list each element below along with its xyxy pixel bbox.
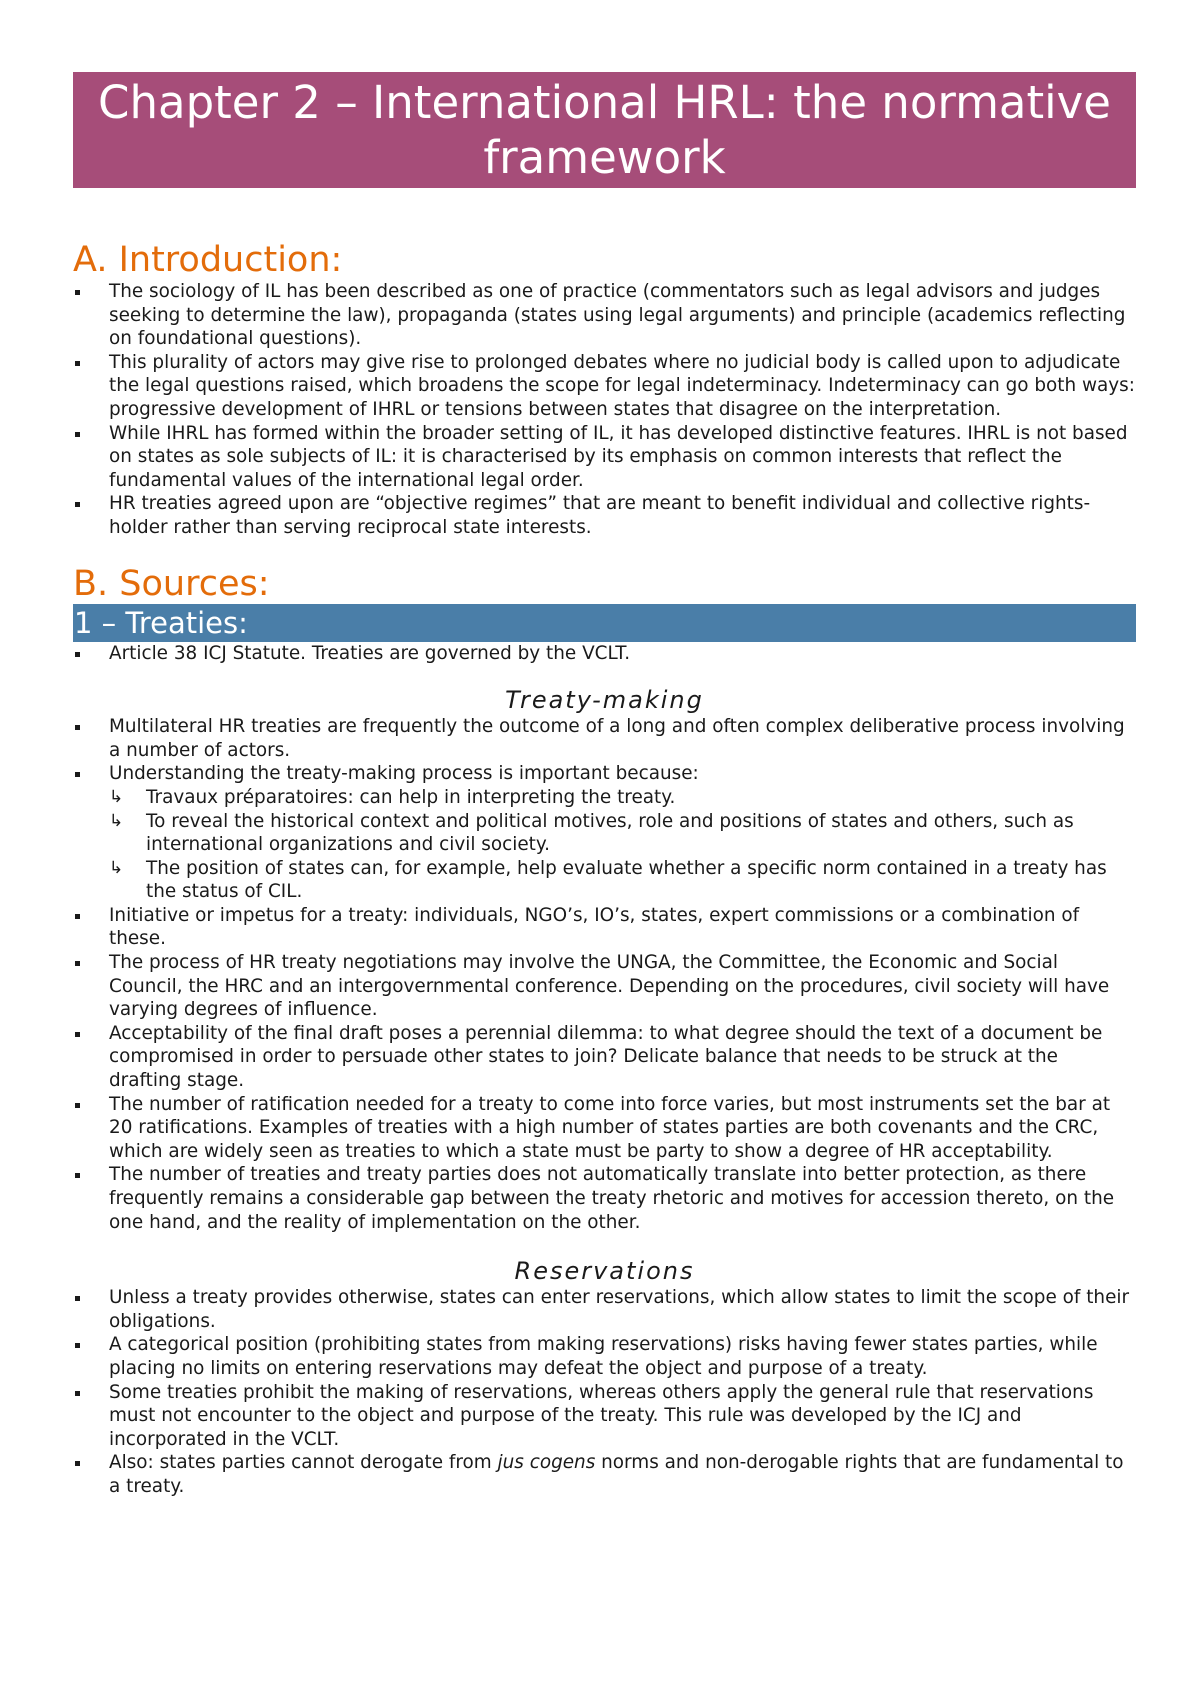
emphasis-jus-cogens: jus cogens: [497, 1452, 596, 1474]
hooked-arrow-icon: ↳: [109, 786, 124, 807]
treaty-making-bullet-list: [73, 715, 1136, 786]
list-item: The number of treaties and treaty parties does not automatically translate into better protection, as there frequently remains a considerable gap between the treaty rhetoric and motives for accession thereto, on the one hand, and the reality of implementation on the other.: [73, 1163, 1136, 1234]
document-content: [73, 240, 1136, 1499]
introduction-bullet-list: [73, 280, 1136, 540]
list-item: Understanding the treaty-making process is important because:: [73, 762, 1136, 786]
list-item: A categorical position (prohibiting states from making reservations) risks having fewer states parties, while placing no limits on entering reservations may defeat the object and purpose of a treaty.: [73, 1333, 1136, 1380]
treaties-bullet-list: [73, 642, 1136, 666]
list-item: Unless a treaty provides otherwise, states can enter reservations, which allow states to limit the scope of their obligations.: [73, 1286, 1136, 1333]
list-item: Article 38 ICJ Statute. Treaties are governed by the VCLT.: [73, 642, 1136, 666]
list-item: Initiative or impetus for a treaty: individuals, NGO’s, IO’s, states, expert commissions or a combination of these.: [73, 904, 1136, 951]
list-item: While IHRL has formed within the broader setting of IL, it has developed distinctive features. IHRL is not based on states as sole subjects of IL: it is characterised by its emphasis on common interests that reflect the fundamental values of the international legal order.: [73, 422, 1136, 493]
list-item: HR treaties agreed upon are “objective regimes” that are meant to benefit individual and collective rights-holder rather than serving reciprocal state interests.: [73, 492, 1136, 539]
list-item: The number of ratification needed for a treaty to come into force varies, but most instruments set the bar at 20 ratifications. Examples of treaties with a high number of states parties are both covenants and the CRC, which are widely seen as treaties to which a state must be party to show a degree of HR acceptability.: [73, 1093, 1136, 1164]
treaty-making-bullet-list-continued: [73, 904, 1136, 1234]
list-item: The sociology of IL has been described as one of practice (commentators such as legal advisors and judges seeking to determine the law), propaganda (states using legal arguments) and principle (academics reflecting on foundational questions).: [73, 280, 1136, 351]
hooked-arrow-icon: ↳: [109, 810, 124, 831]
sub-list-item: ↳ To reveal the historical context and political motives, role and positions of states and others, such as international organizations and civil society.: [109, 810, 1074, 856]
list-item: Some treaties prohibit the making of reservations, whereas others apply the general rule that reservations must not encounter to the object and purpose of the treaty. This rule was developed by the ICJ and incorporated in the VCLT.: [73, 1381, 1136, 1452]
reservations-bullet-list: [73, 1286, 1136, 1498]
hooked-arrow-icon: ↳: [109, 857, 124, 878]
subsection-heading-treaties: 1 – Treaties:: [73, 604, 1136, 642]
treaty-making-sub-list: [73, 786, 1136, 904]
title-banner: [73, 72, 1136, 188]
sub-list-item: ↳ The position of states can, for example, help evaluate whether a specific norm contained in a treaty has the status of CIL.: [109, 857, 1107, 903]
list-item: The process of HR treaty negotiations may involve the UNGA, the Committee, the Economic and Social Council, the HRC and an intergovernmental conference. Depending on the procedures, civil society will have varying degrees of influence.: [73, 951, 1136, 1022]
list-item: This plurality of actors may give rise to prolonged debates where no judicial body is called upon to adjudicate the legal questions raised, which broadens the scope for legal indeterminacy. Indeterminacy can go both ways: progressive development of IHRL or tensions between states that disagree on the interpretation.: [73, 351, 1136, 422]
section-heading-sources: B. Sources:: [73, 563, 270, 604]
page-title: Chapter 2 – International HRL: the normative framework: [98, 76, 1111, 184]
list-item: Acceptability of the final draft poses a perennial dilemma: to what degree should the text of a document be compromised in order to persuade other states to join? Delicate balance that needs to be struck at the drafting stage.: [73, 1022, 1136, 1093]
list-item: Also: states parties cannot derogate from jus cogens norms and non-derogable rights that are fundamental to a treaty.: [73, 1451, 1136, 1498]
subheading-treaty-making: Treaty-making: [505, 686, 704, 715]
subheading-reservations: Reservations: [514, 1257, 695, 1286]
list-item: Multilateral HR treaties are frequently the outcome of a long and often complex deliberative process involving a number of actors.: [73, 715, 1136, 762]
sub-list-item: ↳ Travaux préparatoires: can help in interpreting the treaty.: [109, 786, 676, 808]
section-heading-introduction: A. Introduction:: [73, 240, 343, 280]
